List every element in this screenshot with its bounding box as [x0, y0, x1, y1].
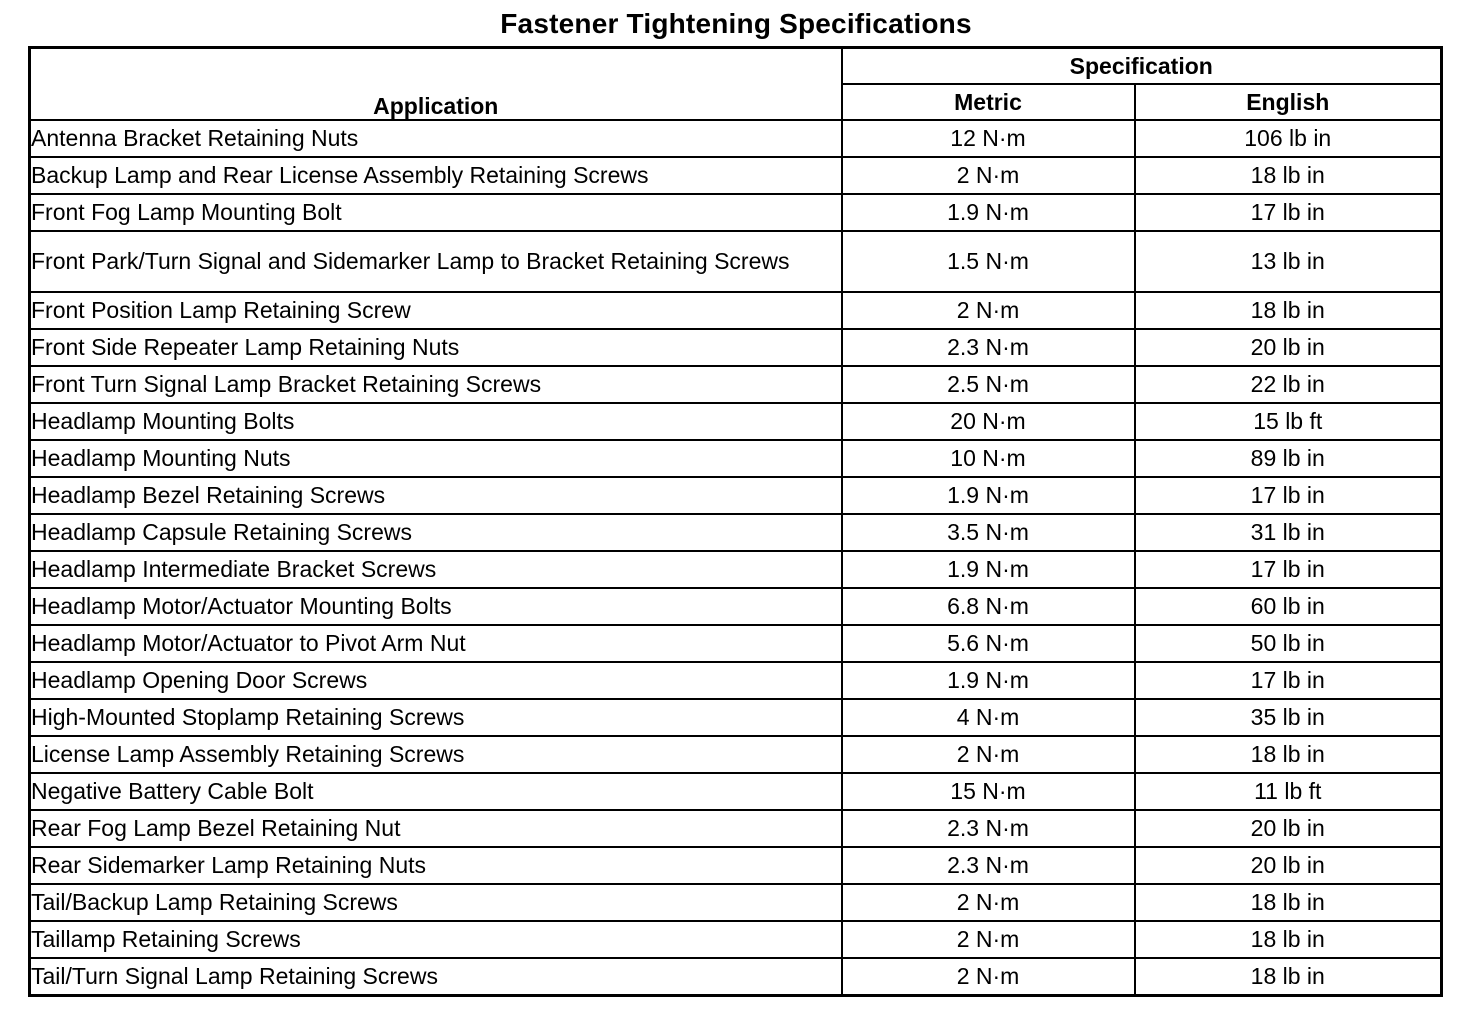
- table-row: [30, 551, 1442, 588]
- application-cell: Front Side Repeater Lamp Retaining Nuts: [30, 329, 842, 366]
- metric-cell: 1.5 N·m: [842, 231, 1135, 292]
- table-row: [30, 329, 1442, 366]
- table-row: [30, 403, 1442, 440]
- english-cell: 50 lb in: [1135, 625, 1442, 662]
- english-cell: 20 lb in: [1135, 329, 1442, 366]
- metric-cell: 3.5 N·m: [842, 514, 1135, 551]
- table-row: [30, 588, 1442, 625]
- table-row: [30, 921, 1442, 958]
- application-cell: Headlamp Bezel Retaining Screws: [30, 477, 842, 514]
- application-cell: Front Turn Signal Lamp Bracket Retaining Screws: [30, 366, 842, 403]
- metric-cell: 2 N·m: [842, 292, 1135, 329]
- metric-cell: 2.5 N·m: [842, 366, 1135, 403]
- metric-cell: 1.9 N·m: [842, 194, 1135, 231]
- application-cell: Backup Lamp and Rear License Assembly Retaining Screws: [30, 157, 842, 194]
- english-cell: 35 lb in: [1135, 699, 1442, 736]
- english-cell: 20 lb in: [1135, 847, 1442, 884]
- application-cell: License Lamp Assembly Retaining Screws: [30, 736, 842, 773]
- metric-cell: 1.9 N·m: [842, 662, 1135, 699]
- metric-cell: 15 N·m: [842, 773, 1135, 810]
- english-cell: 20 lb in: [1135, 810, 1442, 847]
- english-cell: 18 lb in: [1135, 884, 1442, 921]
- table-row: [30, 120, 1442, 157]
- application-cell: Headlamp Capsule Retaining Screws: [30, 514, 842, 551]
- table-row: [30, 231, 1442, 292]
- fastener-spec-table: [28, 46, 1443, 997]
- application-cell: Front Park/Turn Signal and Sidemarker Lamp to Bracket Retaining Screws: [30, 231, 842, 292]
- table-row: [30, 194, 1442, 231]
- application-cell: Rear Sidemarker Lamp Retaining Nuts: [30, 847, 842, 884]
- english-cell: 17 lb in: [1135, 551, 1442, 588]
- application-cell: Headlamp Motor/Actuator to Pivot Arm Nut: [30, 625, 842, 662]
- metric-cell: 1.9 N·m: [842, 477, 1135, 514]
- application-cell: Tail/Backup Lamp Retaining Screws: [30, 884, 842, 921]
- table-row: [30, 514, 1442, 551]
- english-cell: 89 lb in: [1135, 440, 1442, 477]
- application-cell: Negative Battery Cable Bolt: [30, 773, 842, 810]
- table-row: [30, 157, 1442, 194]
- application-cell: Tail/Turn Signal Lamp Retaining Screws: [30, 958, 842, 996]
- table-row: [30, 810, 1442, 847]
- metric-cell: 2 N·m: [842, 958, 1135, 996]
- metric-cell: 2.3 N·m: [842, 810, 1135, 847]
- metric-cell: 20 N·m: [842, 403, 1135, 440]
- application-cell: Rear Fog Lamp Bezel Retaining Nut: [30, 810, 842, 847]
- english-cell: 31 lb in: [1135, 514, 1442, 551]
- table-row: [30, 292, 1442, 329]
- table-row: [30, 440, 1442, 477]
- application-cell: Antenna Bracket Retaining Nuts: [30, 120, 842, 157]
- metric-cell: 12 N·m: [842, 120, 1135, 157]
- english-cell: 13 lb in: [1135, 231, 1442, 292]
- table-row: [30, 847, 1442, 884]
- application-cell: Taillamp Retaining Screws: [30, 921, 842, 958]
- table-row: [30, 625, 1442, 662]
- english-cell: 15 lb ft: [1135, 403, 1442, 440]
- table-row: [30, 773, 1442, 810]
- english-cell: 17 lb in: [1135, 194, 1442, 231]
- english-cell: 106 lb in: [1135, 120, 1442, 157]
- metric-cell: 2.3 N·m: [842, 847, 1135, 884]
- metric-cell: 2 N·m: [842, 921, 1135, 958]
- application-column-header: Application: [30, 48, 842, 121]
- header-row-1: [30, 48, 1442, 85]
- english-cell: 18 lb in: [1135, 736, 1442, 773]
- application-cell: Front Fog Lamp Mounting Bolt: [30, 194, 842, 231]
- english-cell: 18 lb in: [1135, 157, 1442, 194]
- english-cell: 18 lb in: [1135, 921, 1442, 958]
- metric-cell: 2.3 N·m: [842, 329, 1135, 366]
- table-row: [30, 699, 1442, 736]
- table-row: [30, 477, 1442, 514]
- metric-cell: 2 N·m: [842, 157, 1135, 194]
- table-row: [30, 884, 1442, 921]
- table-row: [30, 366, 1442, 403]
- metric-column-header: Metric: [842, 84, 1135, 120]
- application-cell: Headlamp Mounting Nuts: [30, 440, 842, 477]
- english-cell: 17 lb in: [1135, 662, 1442, 699]
- application-cell: Front Position Lamp Retaining Screw: [30, 292, 842, 329]
- table-row: [30, 958, 1442, 996]
- english-cell: 60 lb in: [1135, 588, 1442, 625]
- metric-cell: 5.6 N·m: [842, 625, 1135, 662]
- application-cell: Headlamp Motor/Actuator Mounting Bolts: [30, 588, 842, 625]
- table-row: [30, 662, 1442, 699]
- english-cell: 18 lb in: [1135, 292, 1442, 329]
- english-cell: 11 lb ft: [1135, 773, 1442, 810]
- metric-cell: 2 N·m: [842, 736, 1135, 773]
- metric-cell: 10 N·m: [842, 440, 1135, 477]
- metric-cell: 4 N·m: [842, 699, 1135, 736]
- specification-column-header: Specification: [842, 48, 1442, 85]
- application-cell: Headlamp Opening Door Screws: [30, 662, 842, 699]
- page-title: Fastener Tightening Specifications: [500, 8, 972, 39]
- english-cell: 18 lb in: [1135, 958, 1442, 996]
- application-cell: Headlamp Mounting Bolts: [30, 403, 842, 440]
- english-cell: 17 lb in: [1135, 477, 1442, 514]
- metric-cell: 6.8 N·m: [842, 588, 1135, 625]
- metric-cell: 2 N·m: [842, 884, 1135, 921]
- english-column-header: English: [1135, 84, 1442, 120]
- metric-cell: 1.9 N·m: [842, 551, 1135, 588]
- application-cell: High-Mounted Stoplamp Retaining Screws: [30, 699, 842, 736]
- table-row: [30, 736, 1442, 773]
- english-cell: 22 lb in: [1135, 366, 1442, 403]
- application-cell: Headlamp Intermediate Bracket Screws: [30, 551, 842, 588]
